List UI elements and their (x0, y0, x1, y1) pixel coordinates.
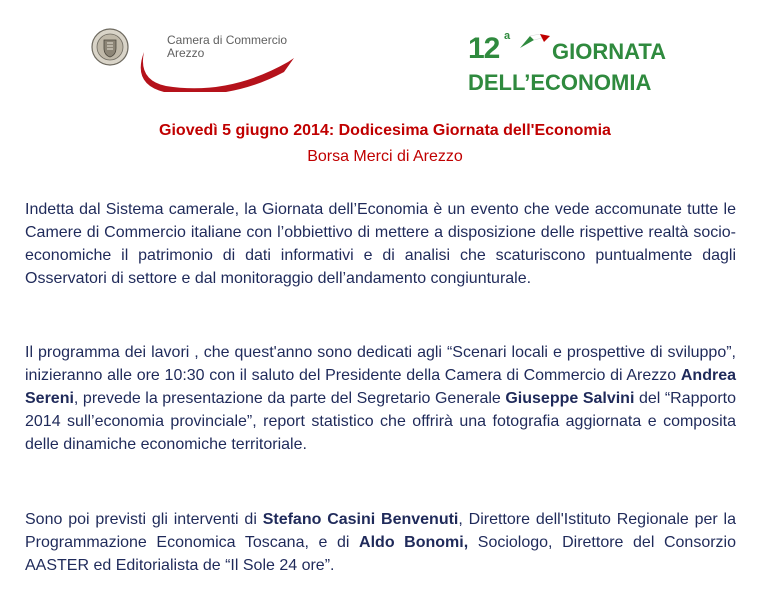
paragraph-program (25, 341, 736, 456)
paragraph-intro: Indetta dal Sistema camerale, la Giornata dell’Economia è un evento che vede accomunate tutte le Camere di Commercio italiane con l’obbiettivo di mettere a disposizione delle rispettive realtà socio-economiche il patrimonio di dati informativi e di analisi che scaturiscono puntualmente dagli Osservatori di settore e dal monitoraggio dell’andamento congiunturale. (25, 201, 736, 287)
italian-flag-icon (520, 34, 550, 50)
logo-line1: GIORNATA (552, 39, 667, 64)
logo-name-line1: Camera di Commercio (167, 33, 288, 47)
page-title: Giovedì 5 giugno 2014: Dodicesima Giornata dell'Economia (159, 122, 611, 139)
program-text-3: del “Rapporto 2014 sull’economia provinciale”, report statistico che offrirà una fotografia aggiornata e composita delle dinamiche economiche territoriale. (25, 390, 737, 453)
speaker-name-salvini: Giuseppe Salvini (505, 390, 635, 407)
logo-name-line2: Arezzo (167, 46, 205, 60)
camera-commercio-logo (88, 24, 303, 94)
speaker-name-casini: Stefano Casini Benvenuti (262, 511, 459, 528)
program-text-1: Il programma dei lavori , che quest'anno sono dedicati agli “Scenari locali e prospettive di sviluppo”, inizieranno alle ore 10:30 con il saluto del Presidente della Camera di Commercio di Arezzo (25, 344, 736, 384)
program-text-2: , prevede la presentazione da parte del Segretario Generale (73, 390, 506, 407)
speaker-name-bonomi: Aldo Bonomi, (359, 534, 469, 551)
page-subtitle: Borsa Merci di Arezzo (307, 148, 463, 165)
speakers-text-1: Sono poi previsti gli interventi di (25, 511, 263, 528)
swoosh-icon (138, 46, 298, 92)
speakers-text-2: , Direttore dell'Istituto Regionale per la Programmazione Economica Toscana, e di (25, 511, 736, 551)
speaker-name-sereni: Andrea Sereni (25, 367, 736, 407)
logo-edition-number: 12 (468, 32, 500, 65)
paragraph-speakers (25, 508, 736, 577)
coat-of-arms-icon (91, 28, 129, 66)
giornata-economia-logo (464, 30, 674, 98)
speakers-text-3: Sociologo, Direttore del Consorzio AASTER ed Editorialista de “Il Sole 24 ore”. (25, 534, 737, 574)
logo-edition-superscript: a (504, 30, 511, 42)
logo-line2: DELL’ECONOMIA (468, 70, 652, 95)
